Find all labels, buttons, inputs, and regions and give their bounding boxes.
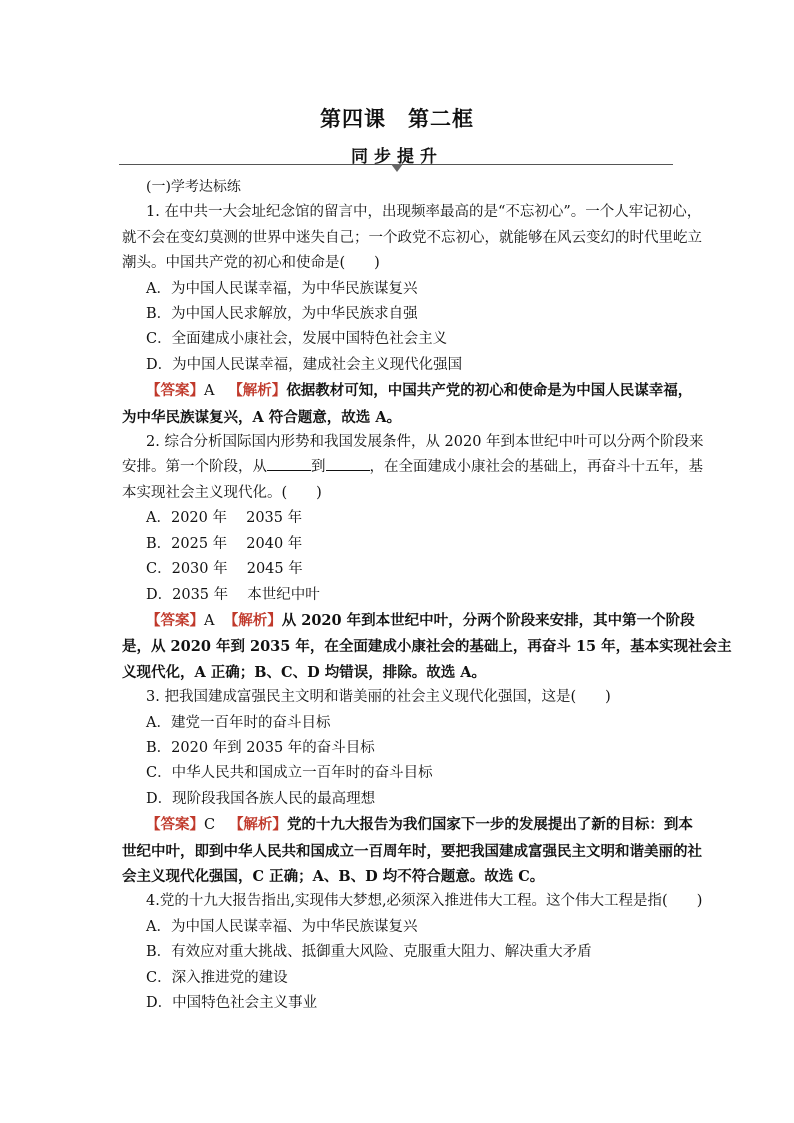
question-stem-line: 本实现社会主义现代化。( ) xyxy=(122,484,322,501)
fill-blank xyxy=(267,456,311,471)
answer-tag: 【答案】 xyxy=(146,611,204,629)
option-a: A．建党一百年时的奋斗目标 xyxy=(146,714,331,731)
question-stem-line: 潮头。中国共产党的初心和使命是( ) xyxy=(122,255,380,272)
answer-tag: 【答案】 xyxy=(146,382,204,400)
option-d: D．为中国人民谋幸福，建成社会主义现代化强国 xyxy=(146,356,463,373)
option-c: C．2030 年 2045 年 xyxy=(146,561,303,578)
question-stem-line xyxy=(122,455,703,480)
divider-triangle-icon xyxy=(391,164,403,172)
answer-value: A xyxy=(204,383,215,400)
question-stem-line: 2. 综合分析国际国内形势和我国发展条件，从 2020 年到本世纪中叶可以分两个阶段来 xyxy=(146,434,704,451)
question-2 xyxy=(122,430,732,685)
question-stem-line: 3. 把我国建成富强民主文明和谐美丽的社会主义现代化强国，这是( ) xyxy=(146,689,611,706)
analysis-text: 世纪中叶，即到中华人民共和国成立一百周年时，要把我国建成富强民主文明和谐美丽的社 xyxy=(122,842,702,860)
answer-line xyxy=(122,608,695,634)
analysis-text: 党的十九大报告为我们国家下一步的发展提出了新的目标：到本 xyxy=(286,816,693,834)
question-stem-line: 1. 在中共一大会址纪念馆的留言中，出现频率最高的是“不忘初心”。一个人牢记初心， xyxy=(146,204,702,221)
option-b: B．为中国人民求解放，为中华民族求自强 xyxy=(146,306,418,323)
analysis-text: 是，从 2020 年到 2035 年，在全面建成小康社会的基础上，再奋斗 15 年，基本实现社会主 xyxy=(122,638,732,656)
section-label: (一)学考达标练 xyxy=(146,179,241,195)
question-content xyxy=(122,175,732,1016)
option-b: B．2025 年 2040 年 xyxy=(146,535,303,552)
stem-fragment: 安排。第一个阶段，从 xyxy=(122,459,267,476)
option-d: D．2035 年 本世纪中叶 xyxy=(146,586,320,603)
question-3 xyxy=(122,685,702,889)
answer-tag: 【答案】 xyxy=(146,816,204,834)
option-d: D．现阶段我国各族人民的最高理想 xyxy=(146,790,376,807)
fill-blank xyxy=(326,456,370,471)
answer-line xyxy=(122,812,693,838)
stem-fragment: ，在全面建成小康社会的基础上，再奋斗十五年，基 xyxy=(369,459,703,476)
analysis-text: 会主义现代化强国，C 正确；A、B、D 均不符合题意。故选 C。 xyxy=(122,867,545,885)
question-stem-line: 就不会在变幻莫测的世界中迷失自己；一个政党不忘初心，就能够在风云变幻的时代里屹立 xyxy=(122,229,702,246)
question-4 xyxy=(122,889,703,1016)
option-a: A．2020 年 2035 年 xyxy=(146,510,303,527)
analysis-text: 义现代化，A 正确；B、C、D 均错误，排除。故选 A。 xyxy=(122,663,487,681)
question-1 xyxy=(122,200,702,430)
option-c: C．中华人民共和国成立一百年时的奋斗目标 xyxy=(146,765,433,782)
option-b: B．2020 年到 2035 年的奋斗目标 xyxy=(146,739,375,756)
option-b: B．有效应对重大挑战、抵御重大风险、克服重大阻力、解决重大矛盾 xyxy=(146,944,592,961)
analysis-tag: 【解析】 xyxy=(228,816,287,834)
option-c: C．深入推进党的建设 xyxy=(146,969,288,986)
stem-fragment: 到 xyxy=(311,459,326,476)
option-a: A．为中国人民谋幸福，为中华民族谋复兴 xyxy=(146,280,418,297)
page-subtitle: 同步提升 xyxy=(351,147,443,167)
analysis-tag: 【解析】 xyxy=(223,611,282,629)
page-title: 第四课 第二框 xyxy=(320,107,474,131)
answer-value: A xyxy=(204,612,215,629)
analysis-text: 为中华民族谋复兴，A 符合题意，故选 A。 xyxy=(122,408,402,426)
analysis-tag: 【解析】 xyxy=(228,382,287,400)
answer-value: C xyxy=(204,817,216,834)
answer-line xyxy=(122,378,693,404)
analysis-text: 依据教材可知，中国共产党的初心和使命是为中国人民谋幸福， xyxy=(286,382,693,400)
option-a: A．为中国人民谋幸福、为中华民族谋复兴 xyxy=(146,918,418,935)
option-d: D．中国特色社会主义事业 xyxy=(146,995,318,1011)
question-stem-line: 4.党的十九大报告指出,实现伟大梦想,必须深入推进伟大工程。这个伟大工程是指( ) xyxy=(146,893,703,910)
option-c: C．全面建成小康社会，发展中国特色社会主义 xyxy=(146,331,448,348)
analysis-text: 从 2020 年到本世纪中叶，分两个阶段来安排，其中第一个阶段 xyxy=(281,611,695,629)
